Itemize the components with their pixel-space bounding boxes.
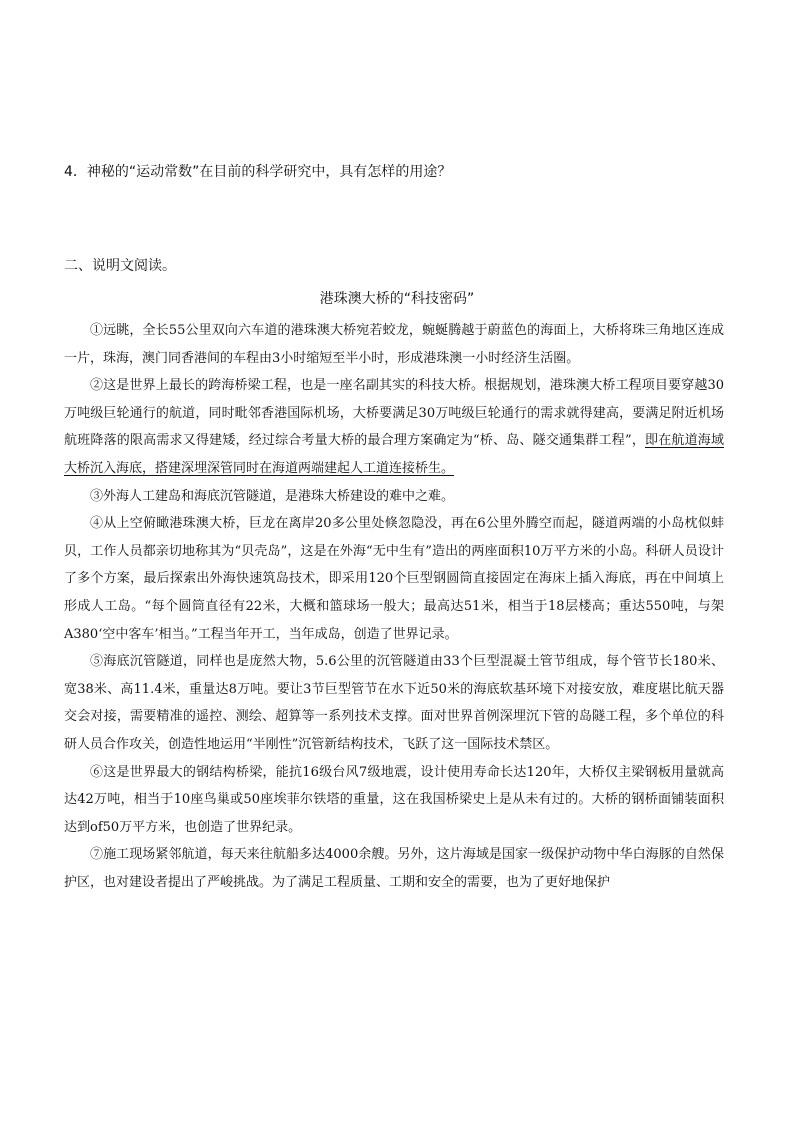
paragraph-4: ④从上空俯瞰港珠澳大桥，巨龙在离岸20多公里处倏忽隐没，再在6公里外腾空而起，隧道两端的小岛枕似蚌贝，工作人员都亲切地称其为“贝壳岛”，这是在外海“无中生有”造出的两座面积10万平方米的小岛。科研人员设计了多个方案，最后探索出外海快速筑岛技术，即采用120个巨型钢圆筒直接固定在海床上插入海底，再在中间填上形成人工岛。“每个圆筒直径有22米，大概和篮球场一般大；最高达51米，相当于18层楼高；重达550吨，与架A380‘空中客车’相当。”工程当年开工，当年成岛，创造了世界记录。 — [64, 516, 724, 642]
article-body — [64, 317, 724, 896]
paragraph-2: ②这是世界上最长的跨海桥梁工程，也是一座名副其实的科技大桥。根据规划，港珠澳大桥工程项目要穿越30万吨级巨轮通行的航道，同时毗邻香港国际机场，大桥要满足30万吨级巨轮通行的需求就得建高，要满足附近机场航班降落的限高需求又得建矮，经过综合考量大桥的最合理方案确定为“桥、岛、隧交通集群工程”，即在航道海域大桥沉入海底，搭建深埋深管同时在海道两端建起人工道连接桥生。 — [64, 378, 724, 476]
underlined-sentence: 即在航道海域大桥沉入海底，搭建深埋深管同时在海道两端建起人工道连接桥生。 — [64, 433, 724, 476]
section-title: 二、说明文阅读。 — [64, 258, 176, 274]
question-4: 4．神秘的“运动常数”在目前的科学研究中，具有怎样的用途？ — [64, 164, 452, 180]
paragraph-6: ⑥这是世界最大的钢结构桥梁，能抗16级台风7级地震，设计使用寿命长达120年，大桥仅主梁钢板用量就高达42万吨，相当于10座鸟巢或50座埃菲尔铁塔的重量，这在我国桥梁史上是从未有过的。大桥的钢桥面铺装面积达到of50万平方米，也创造了世界纪录。 — [64, 764, 724, 835]
paragraph-5: ⑤海底沉管隧道，同样也是庞然大物，5.6公里的沉管隧道由33个巨型混凝土管节组成，每个管节长180米、宽38米、高11.4米，重量达8万吨。要让3节巨型管节在水下近50米的海底软基环境下对接安放，难度堪比航天器交会对接，需要精准的遥控、测绘、超算等一系列技术支撑。面对世界首例深埋沉下管的岛隧工程，多个单位的科研人员合作攻关，创造性地运用“半刚性”沉管新结构技术，飞跃了这一国际技术禁区。 — [64, 654, 724, 752]
paragraph-7: ⑦施工现场紧邻航道，每天来往航船多达4000余艘。另外，这片海域是国家一级保护动物中华白海豚的自然保护区，也对建设者提出了严峻挑战。为了满足工程质量、工期和安全的需要，也为了更好地保护 — [64, 847, 724, 890]
paragraph-3: ③外海人工建岛和海底沉管隧道，是港珠大桥建设的难中之难。 — [90, 488, 455, 504]
article-title: 港珠澳大桥的“科技密码” — [319, 291, 475, 307]
paragraph-1: ①远眺，全长55公里双向六车道的港珠澳大桥宛若蛟龙，蜿蜒腾越于蔚蓝色的海面上，大桥将珠三角地区连成一片，珠海，澳门同香港间的车程由3小时缩短至半小时，形成港珠澳一小时经济生活圈。 — [64, 323, 724, 366]
